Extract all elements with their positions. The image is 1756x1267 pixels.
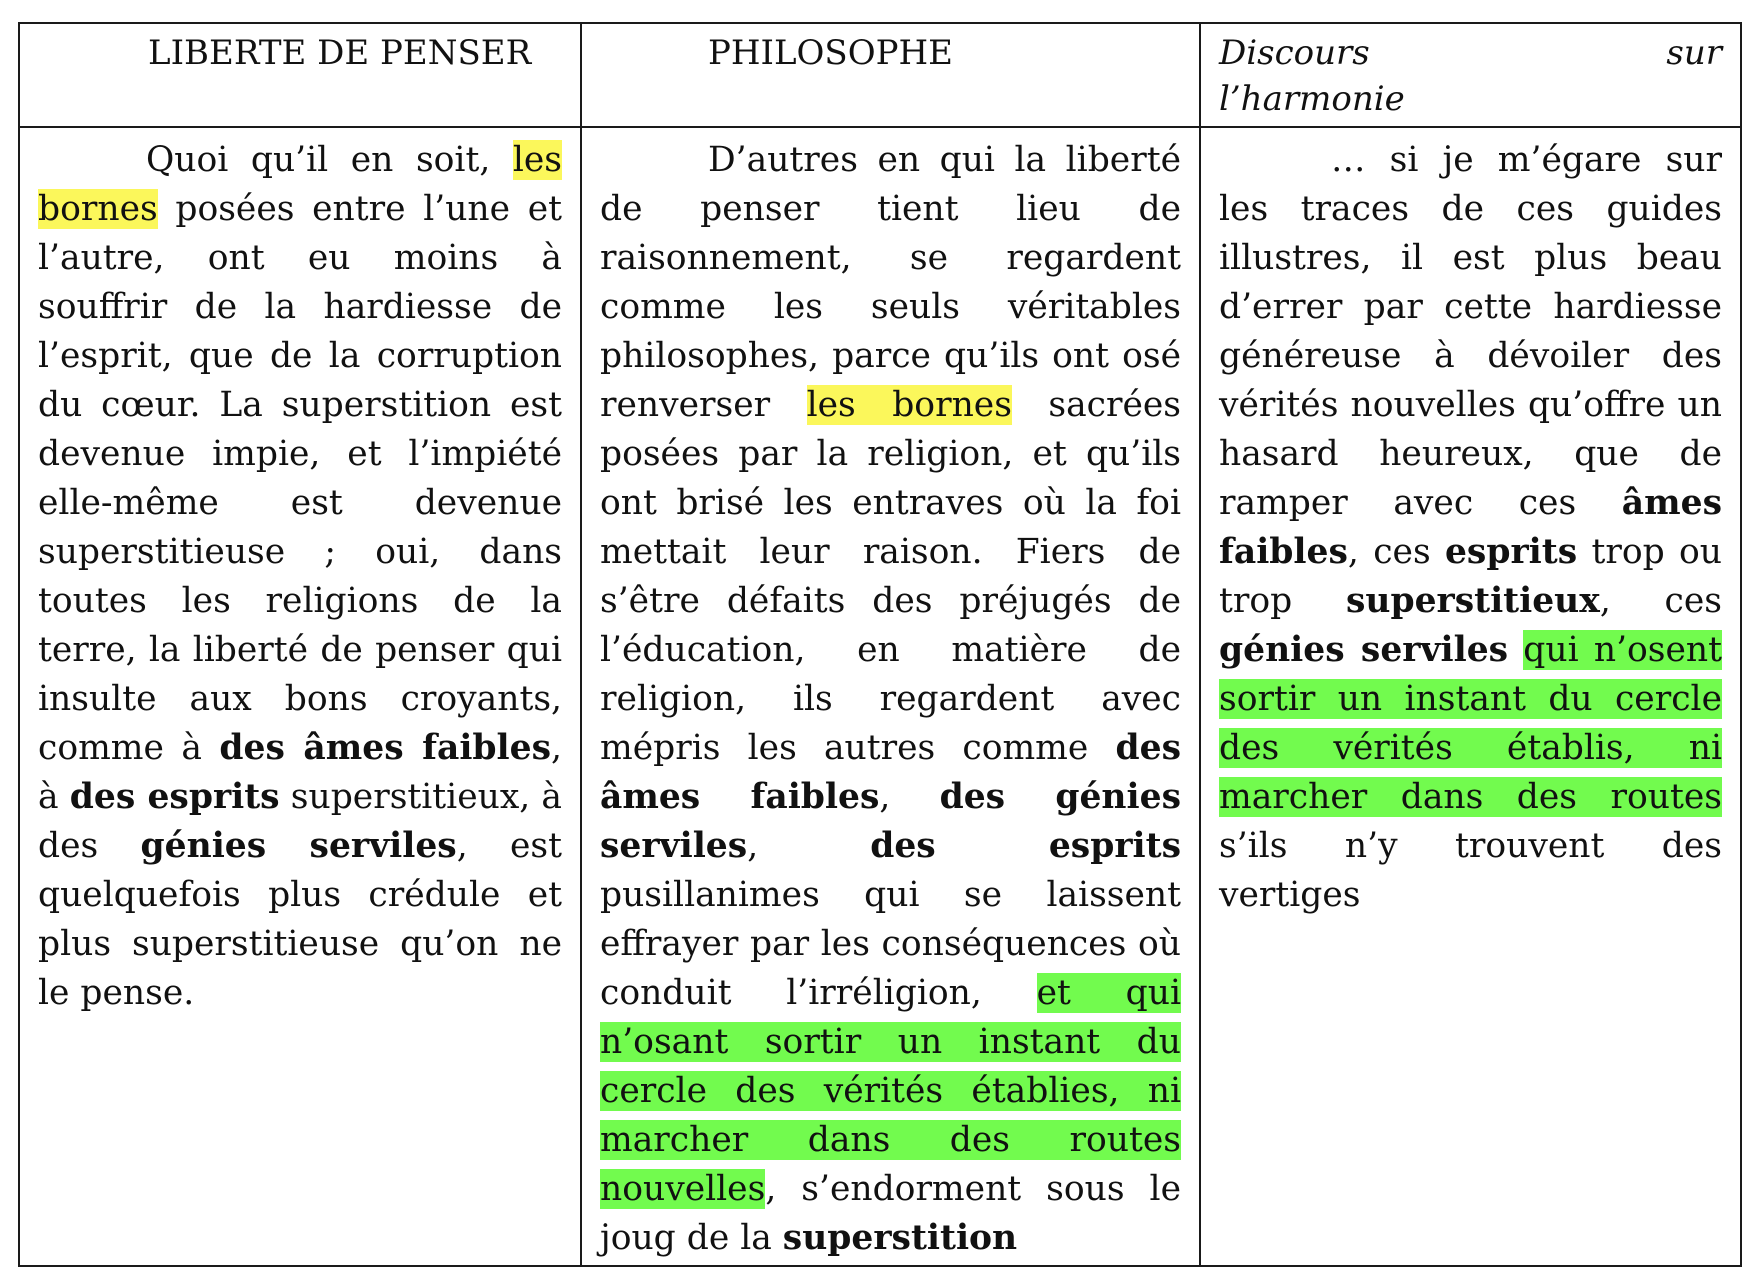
bold-phrase: des esprits: [870, 826, 1181, 866]
text-segment: posées entre l’une et l’autre, ont eu moins à souffrir de la hardiesse de l’esprit, que de la corruption du cœur. La superstition est devenue impie, et l’impiété elle-même est devenue superstitieuse ; oui, dans toutes les religions de la terre, la liberté de penser qui insulte aux bons croyants, comme à: [38, 189, 562, 768]
text-segment: [1508, 630, 1523, 670]
bold-phrase: des âmes faibles: [219, 728, 552, 768]
header-philosophe: PHILOSOPHE: [581, 23, 1200, 127]
comparison-table: [18, 22, 1742, 1267]
cell-discours: [1200, 127, 1741, 1266]
bold-phrase: des génies serviles: [600, 777, 1181, 866]
bold-phrase: âmes faibles: [1219, 483, 1722, 572]
text-segment: , est quelquefois plus crédule et plus superstitieuse qu’on ne le pense.: [38, 826, 562, 1013]
paragraph-liberte: [38, 136, 562, 1018]
bold-phrase: des esprits: [69, 777, 280, 817]
text-segment: Quoi qu’il en soit,: [146, 140, 513, 180]
bold-phrase: superstition: [782, 1218, 1018, 1258]
text-segment: superstitieux, à des: [38, 777, 562, 866]
text-segment: D’autres en qui la liberté de penser tient lieu de raisonnement, se regardent comme les seuls véritables philosophes, parce qu’ils ont osé renverser: [600, 140, 1181, 425]
text-segment: … si je m’égare sur les traces de ces guides illustres, il est plus beau d’errer par cette hardiesse généreuse à dévoiler des vérités nouvelles qu’offre un hasard heureux, que de ramper avec ces: [1219, 140, 1722, 523]
bold-phrase: génies serviles: [1219, 630, 1509, 670]
header-discours-word: Discours: [1219, 33, 1370, 73]
text-segment: ,: [879, 777, 940, 817]
text-segment: sacrées posées par la religion, et qu’ils ont brisé les entraves où la foi mettait leur raison. Fiers de s’être défaits des préjugés de l’éducation, en matière de religion, ils regardent avec mépris les autres comme: [600, 385, 1182, 768]
text-segment: s’ils n’y trouvent des vertiges: [1219, 826, 1722, 915]
header-sur-word: sur: [1666, 33, 1722, 73]
text-segment: , ces: [1599, 581, 1722, 621]
header-harmonie-line: l’harmonie: [1219, 79, 1405, 119]
bold-phrase: des âmes faibles: [600, 728, 1181, 817]
paragraph-philosophe: [600, 136, 1181, 1263]
bold-phrase: superstitieux: [1345, 581, 1600, 621]
cell-liberte-de-penser: [19, 127, 581, 1266]
header-discours-sur-harmonie: [1200, 23, 1741, 127]
cell-philosophe: [581, 127, 1200, 1266]
header-liberte-de-penser: LIBERTE DE PENSER: [19, 23, 581, 127]
text-segment: ,: [747, 826, 871, 866]
highlight-green: et qui n’osant sortir un instant du cercle des vérités établies, ni marcher dans des routes nouvelles: [600, 973, 1182, 1209]
paragraph-discours: [1219, 136, 1722, 920]
text-segment: trop ou trop: [1219, 532, 1722, 621]
bold-phrase: esprits: [1444, 532, 1578, 572]
body-row: [19, 127, 1741, 1266]
highlight-yellow: les bornes: [38, 140, 562, 229]
text-segment: , s’endorment sous le joug de la: [600, 1169, 1181, 1258]
bold-phrase: génies serviles: [140, 826, 457, 866]
text-segment: pusillanimes qui se laissent effrayer par les conséquences où conduit l’irréligion,: [600, 875, 1181, 1013]
text-segment: , à: [38, 728, 562, 817]
highlight-yellow: les bornes: [806, 385, 1012, 425]
highlight-green: qui n’osent sortir un instant du cercle des vérités établis, ni marcher dans des routes: [1219, 630, 1723, 817]
text-segment: , ces: [1347, 532, 1445, 572]
header-row: [19, 23, 1741, 127]
